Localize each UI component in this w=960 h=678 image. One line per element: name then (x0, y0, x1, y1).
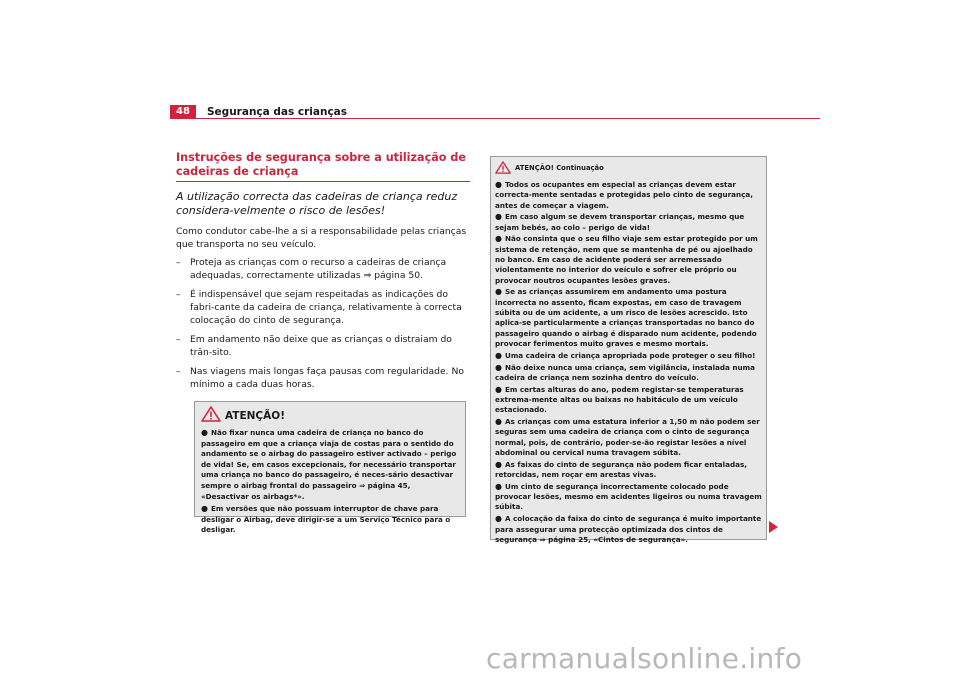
warning-item-text: A colocação da faixa do cinto de segurança é muito importante para assegurar uma protecção optimizada dos cintos de segurança ⇒ página 25, «Cintos de segurança». (495, 514, 762, 544)
warning-item-text: Um cinto de segurança incorrectamente colocado pode provocar lesões, mesmo em acidentes ligeiros ou numa travagem súbita. (495, 481, 762, 512)
warning-item: ● A colocação da faixa do cinto de segurança é muito importante para assegurar uma protecção optimizada dos cintos de segurança ⇒ página 25, «Cintos de segurança». (495, 514, 762, 544)
warning-item: ● Não deixe nunca uma criança, sem vigilância, instalada numa cadeira de criança nem sozinha dentro do veículo. (495, 362, 755, 382)
warning-item: ● Não fixar nunca uma cadeira de criança no banco do passageiro em que a criança viaja de costas para o sentido do andamento se o airbag do passageiro estiver activado – perigo de vida! Se, em casos excepcionais, for necessário transportar uma criança no banco do passageiro, é neces-sário desactivar sempre o airbag frontal do passageiro ⇒ página 45, «Desactivar os airbags*». (201, 428, 457, 501)
warning-item: ● Em caso algum se devem transportar crianças, mesmo que sejam bebés, ao colo – perigo de vida! (495, 212, 745, 232)
warning-item: ● Em certas alturas do ano, podem registar-se temperaturas extrema-mente altas ou baixas no habitáculo de um veículo estacionado. (495, 384, 744, 415)
section-title: Instruções de segurança sobre a utilização de cadeiras de criança (176, 151, 466, 178)
warning-header (201, 408, 459, 424)
warning-item-text: Em certas alturas do ano, podem registar-se temperaturas extrema-mente altas ou baixas no habitáculo de um veículo estacionado. (495, 384, 744, 415)
warning-item-text: As crianças com uma estatura inferior a 1,50 m não podem ser seguras sem uma cadeira de criança com o cinto de segurança normal, pois, de contrário, poder-se-ão registar lesões a nível abdominal ou cervical numa travagem súbita. (495, 417, 760, 457)
warning-item: ● Não consinta que o seu filho viaje sem estar protegido por um sistema de retenção, nem que se mantenha de pé ou ajoelhado no banco. Em caso de acidente poderá ser arremessado violentamente no interior do veículo e sofrer ele próprio ou provocar noutros ocupantes lesões graves. (495, 234, 758, 285)
list-item-text: Nas viagens mais longas faça pausas com regularidade. No mínimo a cada duas horas. (190, 366, 464, 390)
warning-title: ATENÇÃO! (225, 410, 285, 422)
warning-item-text: Não fixar nunca uma cadeira de criança no banco do passageiro em que a criança viaja de costas para o sentido do andamento se o airbag do passageiro estiver activado – perigo de vida! Se, em casos excepcionais, for necessário transportar uma criança no banco do passageiro, é neces-sário desactivar sempre o airbag frontal do passageiro ⇒ página 45, «Desactivar os airbags*». (201, 428, 457, 501)
warning-item-text: Não deixe nunca uma criança, sem vigilância, instalada numa cadeira de criança nem sozinha dentro do veículo. (495, 362, 755, 382)
warning-item: ● As faixas do cinto de segurança não podem ficar entaladas, retorcidas, nem roçar em arestas vivas. (495, 459, 747, 480)
header-title: Segurança das crianças (207, 106, 348, 118)
list-item-text: Proteja as crianças com o recurso a cadeiras de criança adequadas, correctamente utilizadas ⇒ página 50. (190, 257, 447, 281)
page-number: 48 (170, 105, 196, 119)
warning-item-text: Em caso algum se devem transportar crianças, mesmo que sejam bebés, ao colo – perigo de vida! (495, 212, 745, 232)
header-rule (170, 118, 820, 119)
warning-box (194, 401, 466, 535)
instruction-list (176, 256, 470, 391)
warning-item: ● Todos os ocupantes em especial as crianças devem estar correcta-mente sentadas e protegidas pelo cinto de segurança, antes de começar a viagem. (495, 180, 753, 210)
next-page-arrow-icon (769, 521, 778, 533)
section-rule (176, 181, 470, 182)
list-item: – É indispensável que sejam respeitadas as indicações do fabri-cante da cadeira de criança, relativamente à correcta colocação do cinto de segurança. (176, 289, 462, 326)
warning-item: ● Em versões que não possuam interruptor de chave para desligar o Airbag, deve dirigir-se a um Serviço Técnico para o desligar. (201, 504, 451, 535)
warning-continued-title: ATENÇÃO! Continuação (515, 164, 604, 172)
warning-triangle-icon (495, 159, 511, 178)
list-item: – Proteja as crianças com o recurso a cadeiras de criança adequadas, correctamente utilizadas ⇒ página 50. (176, 257, 447, 281)
left-column (176, 151, 470, 397)
list-item: – Em andamento não deixe que as crianças o distraiam do trân-sito. (176, 334, 452, 358)
warning-item-text: As faixas do cinto de segurança não podem ficar entaladas, retorcidas, nem roçar em arestas vivas. (495, 459, 747, 480)
section-subtitle: A utilização correcta das cadeiras de criança reduz considera-velmente o risco de lesões! (176, 190, 458, 217)
warning-item-text: Se as crianças assumirem em andamento uma postura incorrecta no assento, ficam expostas, em caso de travagem súbita ou de um acidente, a um risco de lesões acrescido. Isto aplica-se particularmente a crianças transportadas no banco do passageiro quando o airbag é disparado num acidente, podendo provocar ferimentos muito graves e mesmo mortais. (495, 287, 757, 348)
warning-item: ● Uma cadeira de criança apropriada pode proteger o seu filho! (495, 350, 756, 360)
list-item-text: É indispensável que sejam respeitadas as indicações do fabri-cante da cadeira de criança, relativamente à correcta colocação do cinto de segurança. (190, 289, 462, 326)
warning-item-text: Todos os ocupantes em especial as crianças devem estar correcta-mente sentadas e protegidas pelo cinto de segurança, antes de começar a viagem. (495, 180, 753, 210)
warning-item-text: Uma cadeira de criança apropriada pode proteger o seu filho! (504, 350, 756, 360)
warning-continued-box (490, 156, 767, 544)
warning-item-text: Não consinta que o seu filho viaje sem estar protegido por um sistema de retenção, nem que se mantenha de pé ou ajoelhado no banco. Em caso de acidente poderá ser arremessado violentamente no interior do veículo e sofrer ele próprio ou provocar noutros ocupantes lesões graves. (495, 234, 758, 285)
list-item-text: Em andamento não deixe que as crianças o distraiam do trân-sito. (190, 334, 452, 358)
warning-triangle-icon (201, 406, 221, 426)
watermark: carmanualsonline.info (486, 642, 803, 675)
section-intro: Como condutor cabe-lhe a si a responsabilidade pelas crianças que transporta no seu veículo. (176, 226, 467, 250)
warning-item-text: Em versões que não possuam interruptor de chave para desligar o Airbag, deve dirigir-se a um Serviço Técnico para o desligar. (201, 504, 451, 535)
warning-continued-header (495, 161, 762, 175)
list-item: – Nas viagens mais longas faça pausas com regularidade. No mínimo a cada duas horas. (176, 366, 464, 390)
warning-item: ● Se as crianças assumirem em andamento uma postura incorrecta no assento, ficam expostas, em caso de travagem súbita ou de um acidente, a um risco de lesões acrescido. Isto aplica-se particularmente a crianças transportadas no banco do passageiro quando o airbag é disparado num acidente, podendo provocar ferimentos muito graves e mesmo mortais. (495, 287, 757, 348)
warning-item: ● Um cinto de segurança incorrectamente colocado pode provocar lesões, mesmo em acidentes ligeiros ou numa travagem súbita. (495, 481, 762, 512)
warning-item: ● As crianças com uma estatura inferior a 1,50 m não podem ser seguras sem uma cadeira de criança com o cinto de segurança normal, pois, de contrário, poder-se-ão registar lesões a nível abdominal ou cervical numa travagem súbita. (495, 417, 760, 457)
